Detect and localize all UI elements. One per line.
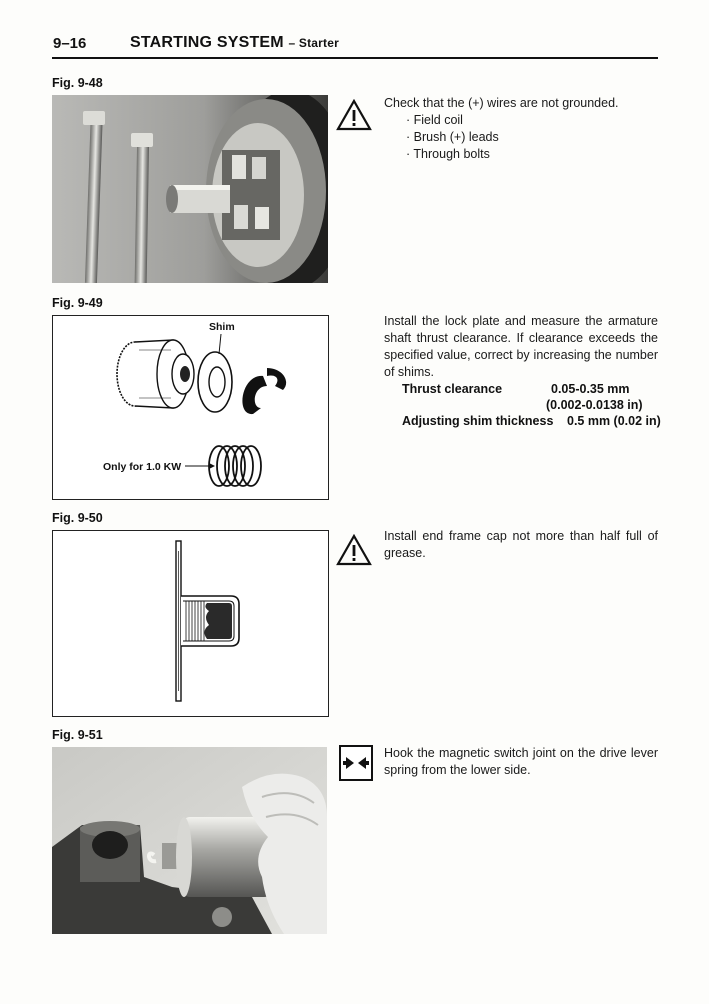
warning-triangle-icon bbox=[336, 99, 372, 131]
fig-9-48-photo bbox=[52, 95, 328, 283]
fig-9-49-label: Fig. 9-49 bbox=[52, 296, 103, 310]
section-title-main: STARTING SYSTEM bbox=[130, 34, 284, 51]
section-title bbox=[130, 34, 339, 52]
fig-9-50-diagram bbox=[52, 530, 329, 717]
spec1-value: 0.05-0.35 mm bbox=[551, 382, 630, 396]
spec2-label: Adjusting shim thickness bbox=[402, 414, 554, 428]
spec1-value-inch: (0.002-0.0138 in) bbox=[546, 398, 643, 412]
wires-check-text: Check that the (+) wires are not grounded. bbox=[384, 96, 619, 110]
fig-9-51-label: Fig. 9-51 bbox=[52, 728, 103, 742]
spec1-label: Thrust clearance bbox=[402, 382, 503, 396]
fig-9-51-photo bbox=[52, 747, 327, 934]
kw-callout: Only for 1.0 KW bbox=[103, 461, 182, 473]
warning-triangle-icon bbox=[336, 534, 372, 566]
fig-9-48-text bbox=[384, 95, 659, 163]
list-item: · Through bolts bbox=[406, 147, 490, 161]
fig-9-50-text: Install end frame cap not more than half full of grease. bbox=[384, 529, 658, 560]
engage-arrows-icon bbox=[339, 745, 373, 781]
shim-callout: Shim bbox=[209, 321, 235, 333]
fig-9-49-text: Install the lock plate and measure the armature shaft thrust clearance. If clearance exceeds the specified value, correct by increasing the number of shims. bbox=[384, 314, 658, 379]
list-item: · Field coil bbox=[406, 113, 463, 127]
header-rule bbox=[52, 57, 658, 59]
page-number: 9–16 bbox=[53, 35, 87, 52]
spec2-value: 0.5 mm (0.02 in) bbox=[567, 414, 661, 428]
fig-9-50-label: Fig. 9-50 bbox=[52, 511, 103, 525]
section-subtitle: – Starter bbox=[288, 36, 339, 50]
fig-9-49-diagram bbox=[52, 315, 329, 500]
list-item: · Brush (+) leads bbox=[406, 130, 499, 144]
fig-9-51-text: Hook the magnetic switch joint on the drive lever spring from the lower side. bbox=[384, 746, 658, 777]
fig-9-48-label: Fig. 9-48 bbox=[52, 76, 103, 90]
check-list bbox=[384, 112, 659, 163]
